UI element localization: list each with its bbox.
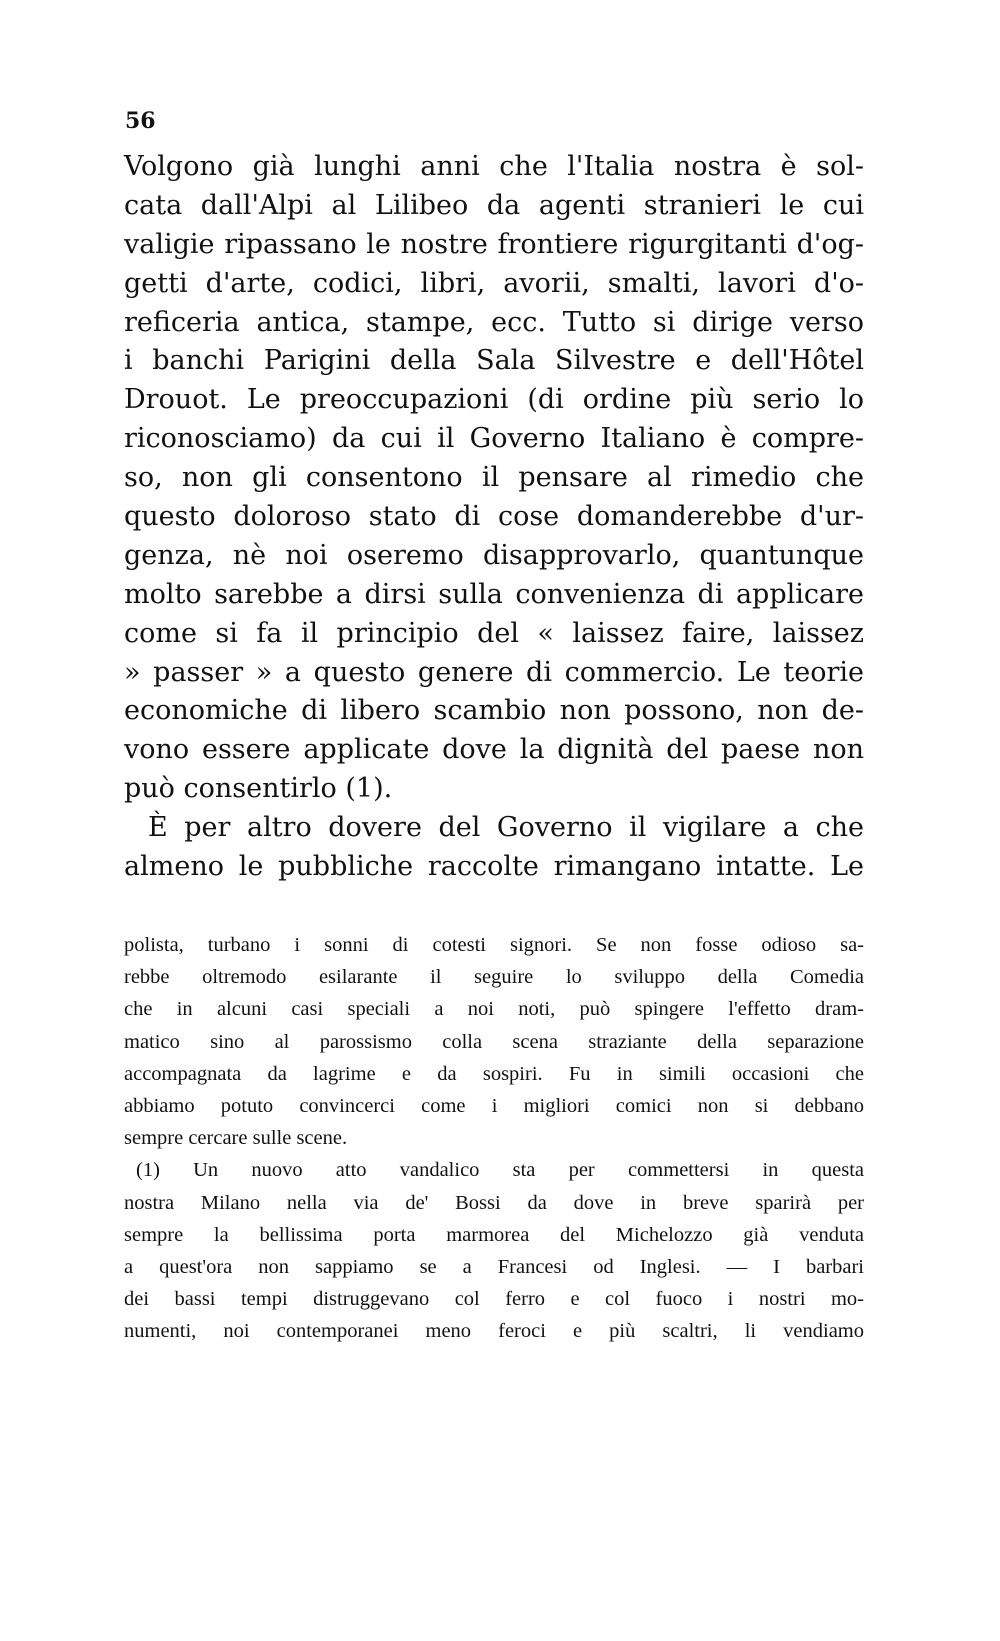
text-line: Volgono già lunghi anni che l'Italia nostra è sol- (124, 151, 864, 182)
text-line: cata dall'Alpi al Lilibeo da agenti stranieri le cui (124, 189, 864, 221)
text-line: » passer » a questo genere di commercio. Le teorie (124, 656, 864, 688)
footnotes-block (124, 929, 864, 1347)
footnote-line: numenti, noi contemporanei meno feroci e più scaltri, li vendiamo (124, 1320, 864, 1343)
footnote-line: abbiamo potuto convincerci come i migliori comici non si debbano (124, 1094, 864, 1117)
footnote-line: rebbe oltremodo esilarante il seguire lo sviluppo della Comedia (124, 966, 864, 989)
text-line: È per altro dovere del Governo il vigilare a che (148, 812, 864, 844)
text-line: i banchi Parigini della Sala Silvestre e dell'Hôtel (124, 345, 864, 377)
footnote-line: polista, turbano i sonni di cotesti signori. Se non fosse odioso sa- (124, 934, 864, 956)
text-line: questo doloroso stato di cose domanderebbe d'ur- (124, 501, 864, 533)
text-line: molto sarebbe a dirsi sulla convenienza di applicare (124, 578, 864, 610)
text-line: valigie ripassano le nostre frontiere rigurgitanti d'og- (124, 228, 864, 260)
footnote-line: (1) Un nuovo atto vandalico sta per commettersi in questa (136, 1159, 864, 1182)
text-line: vono essere applicate dove la dignità del paese non (124, 734, 864, 766)
page-number: 56 (125, 108, 156, 134)
footnote-line: a quest'ora non sappiamo se a Francesi od Inglesi. — I barbari (124, 1255, 864, 1278)
footnote-line: nostra Milano nella via de' Bossi da dove in breve sparirà per (124, 1191, 864, 1214)
footnote-line: matico sino al parossismo colla scena straziante della separazione (124, 1030, 864, 1053)
text-line: getti d'arte, codici, libri, avorii, smalti, lavori d'o- (124, 267, 864, 299)
text-line: economiche di libero scambio non possono, non de- (124, 695, 864, 727)
text-line: come si fa il principio del « laissez faire, laissez (124, 617, 864, 649)
footnote-line: sempre la bellissima porta marmorea del Michelozzo già venduta (124, 1223, 864, 1246)
text-line: riconosciamo) da cui il Governo Italiano è compre- (124, 423, 864, 455)
footnote-line: sempre cercare sulle scene. (124, 1127, 348, 1150)
footnote-line: dei bassi tempi distruggevano col ferro e col fuoco i nostri mo- (124, 1288, 864, 1311)
text-line: almeno le pubbliche raccolte rimangano intatte. Le (124, 851, 864, 883)
footnote-line: che in alcuni casi speciali a noi noti, può spingere l'effetto dram- (124, 998, 864, 1021)
text-line: genza, nè noi oseremo disapprovarlo, quantunque (124, 539, 864, 571)
text-line: Drouot. Le preoccupazioni (di ordine più serio lo (124, 384, 864, 416)
main-text-block (124, 148, 864, 887)
text-line: può consentirlo (1). (124, 773, 393, 805)
text-line: reficeria antica, stampe, ecc. Tutto si dirige verso (124, 306, 864, 338)
text-line: so, non gli consentono il pensare al rimedio che (124, 462, 864, 494)
footnote-line: accompagnata da lagrime e da sospiri. Fu in simili occasioni che (124, 1062, 864, 1085)
